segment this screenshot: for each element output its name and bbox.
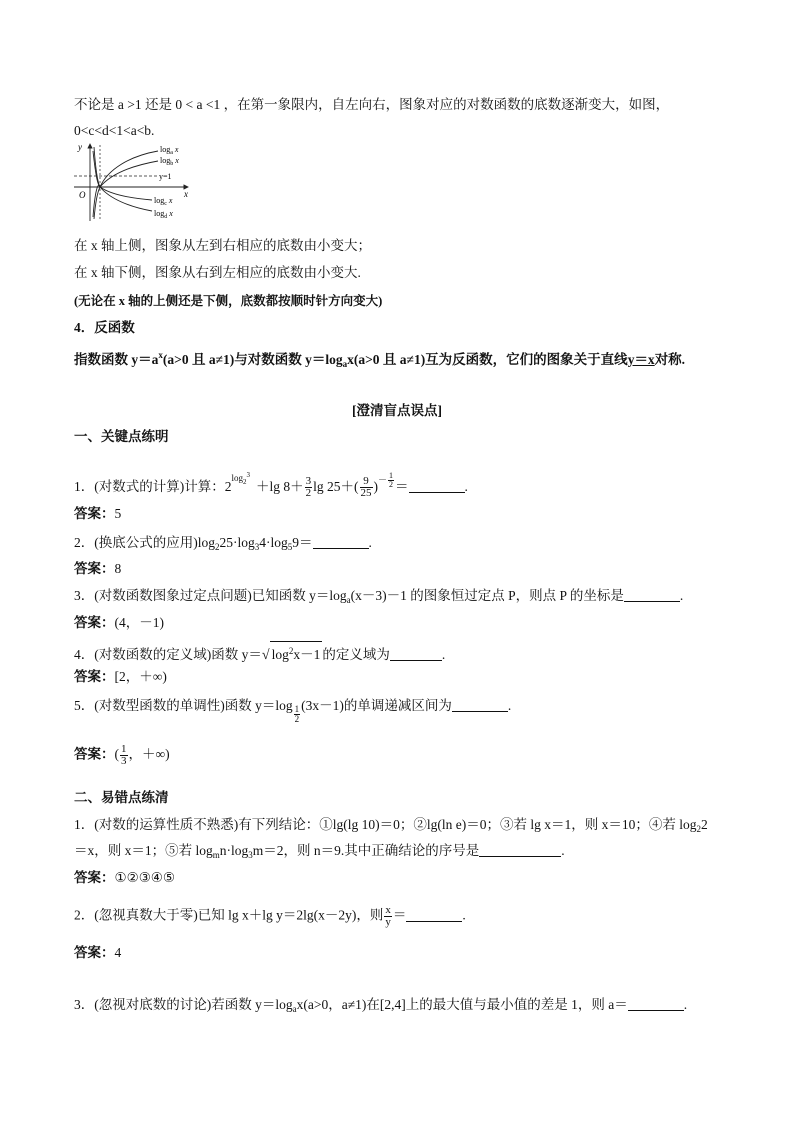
- svg-text:logb x: $\log_b x$: [160, 156, 179, 167]
- part1-answer-3: 答案：(4，－1): [74, 615, 164, 630]
- svg-text:y: y: [78, 142, 82, 152]
- curve-log-c: [93, 151, 152, 200]
- section4-text: 指数函数 $y=a^x(a>0$ 且 a≠1)与对数函数 $y=\log_ax(a>0$ 且 a≠1)互为反函数，它们的图象关于直线y＝x对称.: [74, 350, 686, 369]
- answer-blank: [390, 646, 442, 661]
- part1-question-1: 1．(对数式的计算)计算：$2\log_2^3+\lg$ 8＋ $\frac{3}{2}$ lg 25＋( $\frac{9}{25}$ )－ $\frac{1}{2}$ ＝ .: [74, 471, 468, 500]
- answer-blank: [628, 996, 684, 1011]
- part2-question-1-line-1: 1．(对数的运算性质不熟悉)有下列结论：①lg(lg 10)＝0；②lg(ln e)＝0；③若 lg x＝1，则 x＝10；④若 $\log_22$: [74, 817, 708, 834]
- intro-line-1: 不论是 a >1 还是 0 < a <1 ，在第一象限内，自左向右，图象对应的对数函数的底数逐渐变大，如图，: [74, 97, 670, 112]
- answer-blank: [479, 842, 561, 857]
- part1-question-5: 5．(对数型函数的单调性)函数 y＝log $\frac{1}{2}$ (3x－1)的单调递减区间为 .: [74, 698, 512, 724]
- rule-1: 在 x 轴上侧，图象从左到右相应的底数由小变大；: [74, 238, 371, 253]
- part1-answer-4: 答案：[2，＋∞): [74, 669, 167, 684]
- part1-answer-2: 答案：8: [74, 561, 122, 576]
- part2-answer-1: 答案：①②③④⑤: [74, 870, 176, 885]
- intro-line-2: 0<c<d<1<a<b.: [74, 123, 155, 138]
- part1-title: 一、关键点练明: [74, 429, 169, 444]
- answer-blank: [313, 534, 369, 549]
- part2-question-1-line-2: ＝x，则 x＝1；⑤若 $\log_mn\cdot\log_3m=2$，则 n＝9.其中正确结论的序号是 .: [74, 843, 565, 860]
- part2-question-2: 2．(忽视真数大于零)已知 lg x＋lg y＝2lg(x－2y)，则 $\frac{x}{y}$ ＝ .: [74, 904, 466, 928]
- answer-blank: [452, 697, 508, 712]
- svg-text:x: x: [184, 189, 188, 199]
- curve-log-d: [94, 147, 152, 211]
- rule-note: (无论在 x 轴的上侧还是下侧，底数都按顺时针方向变大): [74, 294, 383, 308]
- svg-text:logd x: $\log_d x$: [154, 209, 173, 220]
- part1-question-2: 2．(换底公式的应用)$\log_225\cdot\log_34\cdot\log_59=$ .: [74, 535, 372, 552]
- part1-answer-1: 答案：5: [74, 506, 122, 521]
- clarify-title: [澄清盲点误点]: [352, 403, 442, 418]
- svg-text:loga x: $\log_a x$: [160, 145, 179, 156]
- logarithm-graph: [70, 141, 192, 223]
- answer-blank: [406, 907, 462, 922]
- rule-2: 在 x 轴下侧，图象从右到左相应的底数由小变大.: [74, 265, 361, 280]
- answer-blank: [409, 478, 465, 493]
- part1-question-3: 3．(对数函数图象过定点问题)已知函数 $y=\log_a(x-3)-1$ 的图象恒过定点 P，则点 P 的坐标是 .: [74, 588, 684, 605]
- svg-text:y=1: y=1: [159, 172, 172, 181]
- part2-answer-2: 答案：4: [74, 945, 122, 960]
- section4-title: 4．反函数: [74, 320, 135, 335]
- part1-answer-5: 答案：( $\frac{1}{3}$ ，＋∞): [74, 743, 170, 767]
- part1-question-4: 4．(对数函数的定义域)函数 y＝√ $\log^2x-1$ 的定义域为 .: [74, 641, 445, 665]
- part2-question-3: 3．(忽视对底数的讨论)若函数 $y=\log_ax(a>0$，a≠1)在[2,4]上的最大值与最小值的差是 1，则 a＝ .: [74, 997, 688, 1014]
- answer-blank: [624, 587, 680, 602]
- part2-title: 二、易错点练清: [74, 790, 169, 805]
- svg-text:logc x: $\log_c x$: [154, 196, 173, 207]
- svg-text:O: O: [79, 190, 86, 200]
